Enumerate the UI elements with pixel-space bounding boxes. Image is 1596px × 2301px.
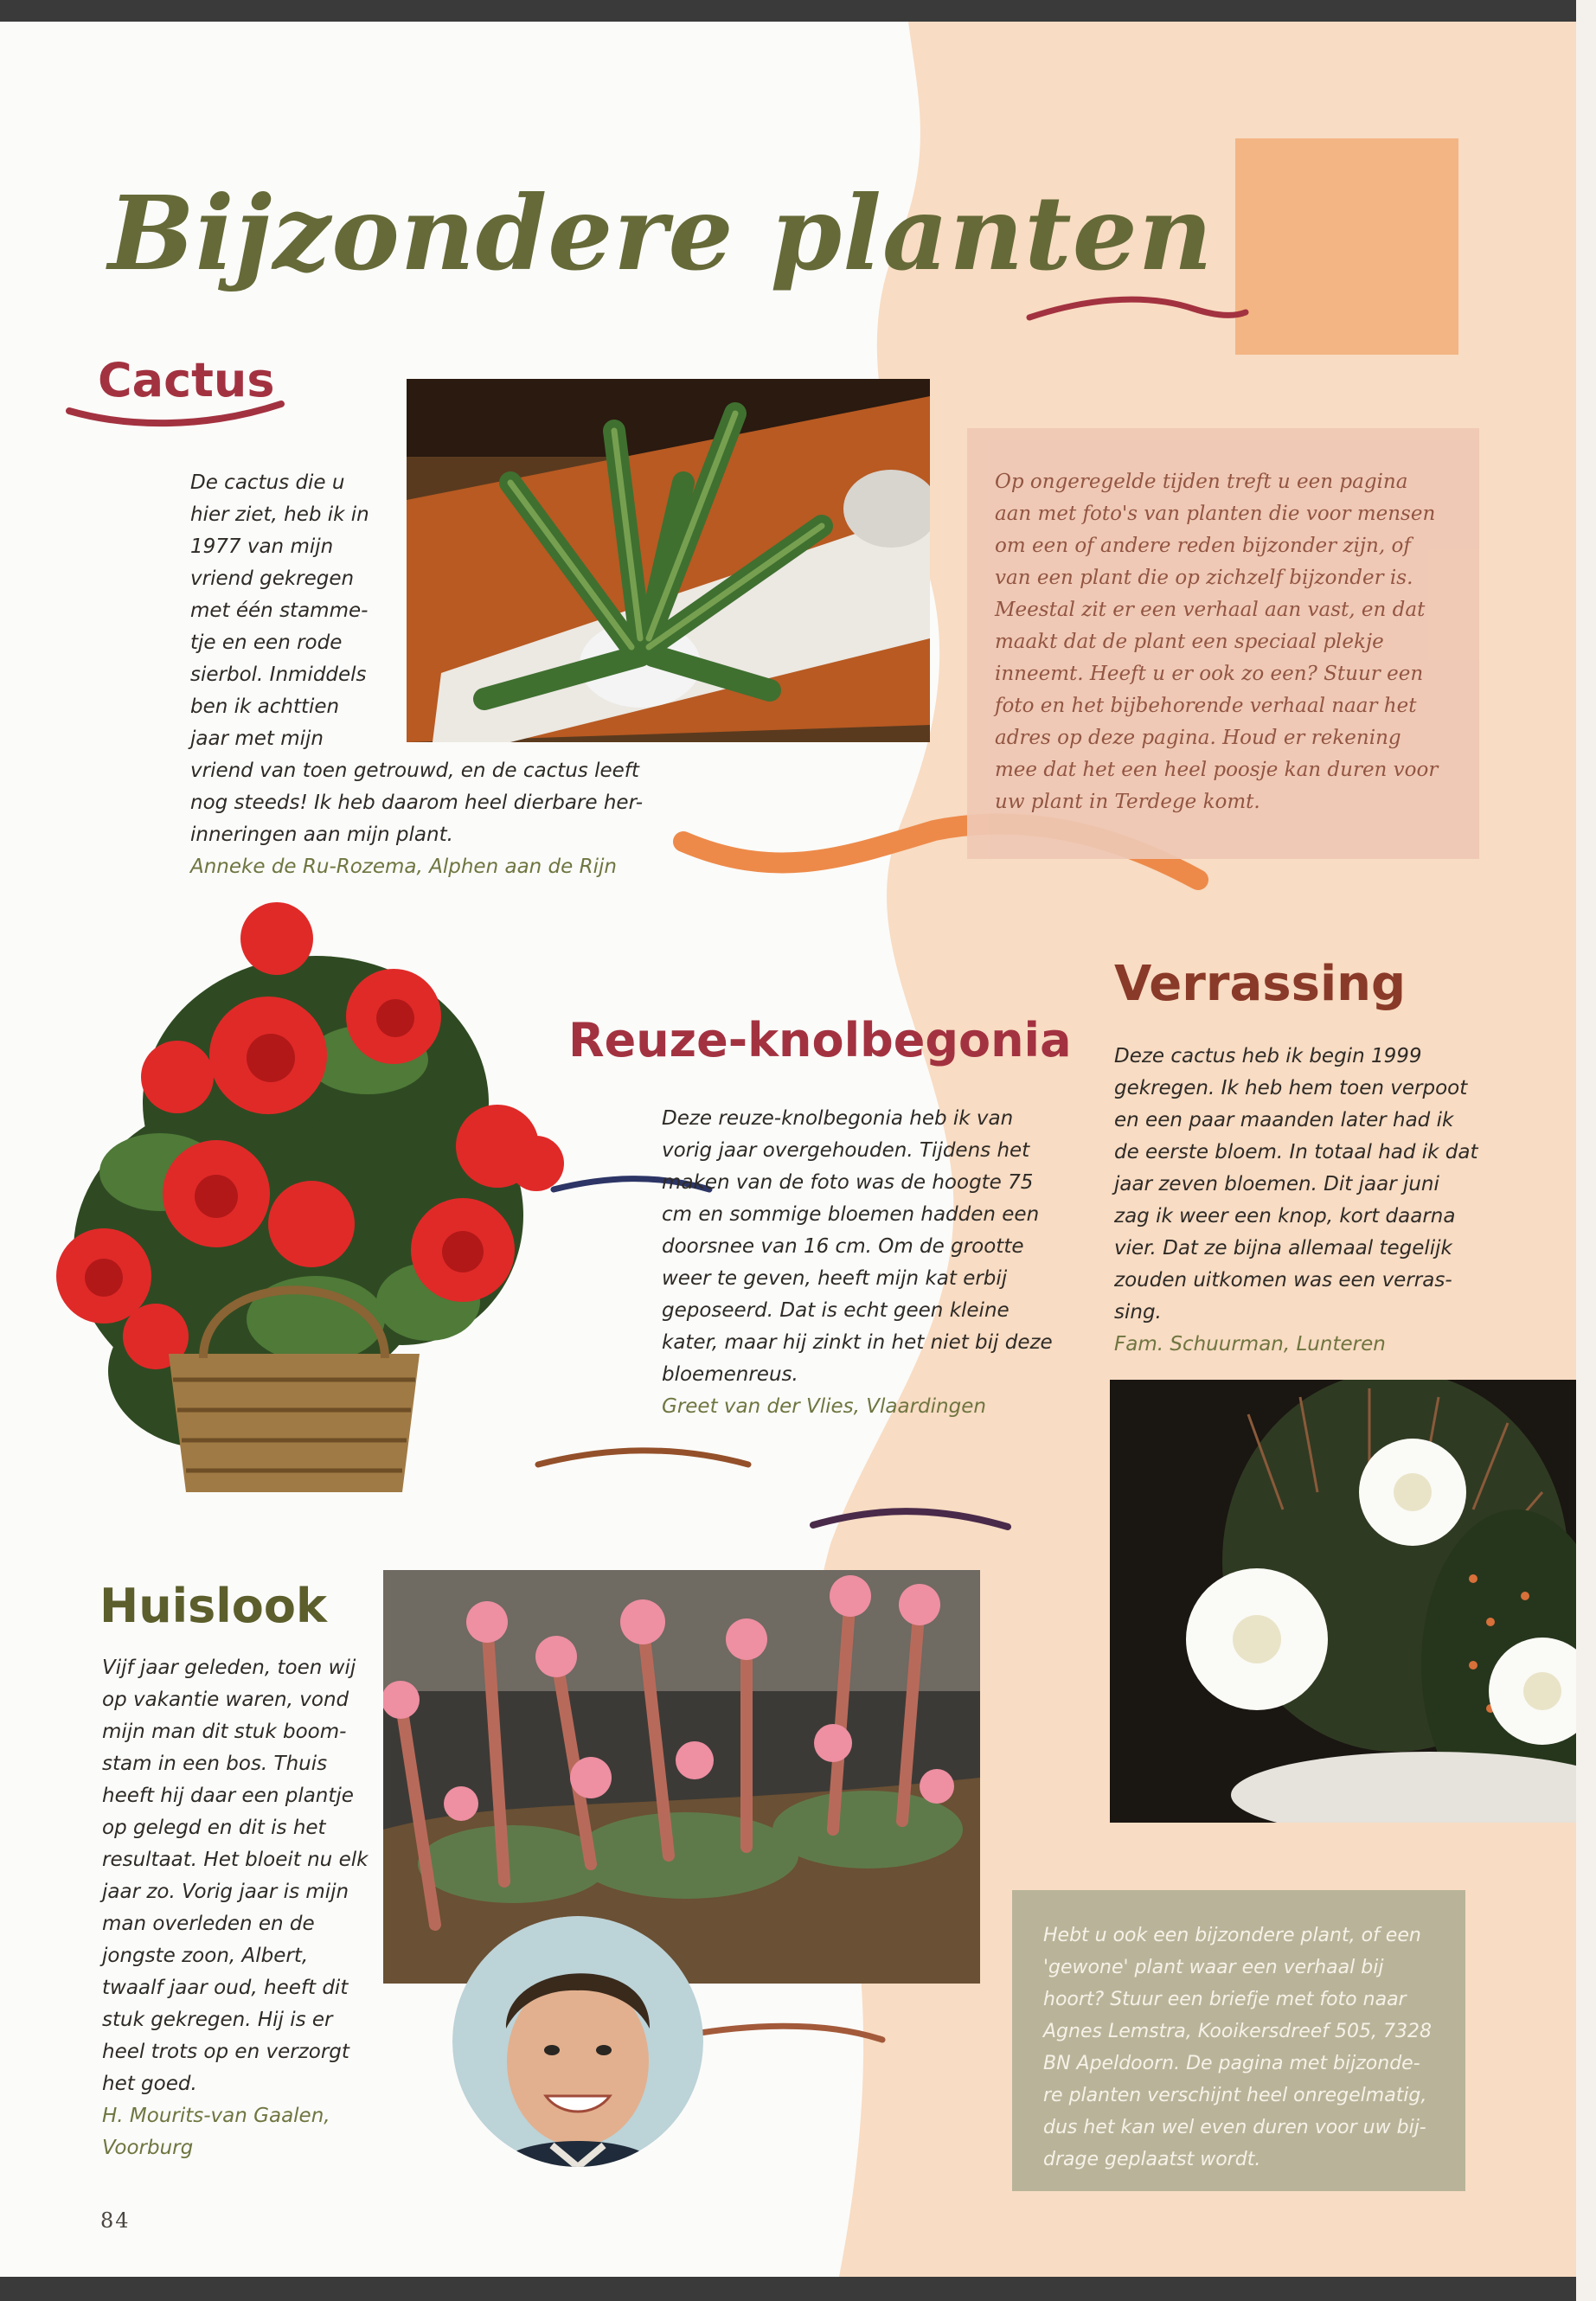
intro-box — [967, 428, 1479, 859]
text-line: 'gewone' plant waar een verhaal bij — [1043, 1957, 1384, 1978]
text-line: nog steeds! Ik heb daarom heel dierbare her- — [190, 792, 644, 814]
text-line: bloemenreus. — [662, 1363, 798, 1386]
text-line: maken van de foto was de hoogte 75 — [662, 1171, 1034, 1194]
text-line: het goed. — [102, 2073, 197, 2095]
text-line: stam in een bos. Thuis — [102, 1753, 328, 1775]
text-line: twaalf jaar oud, heeft dit — [102, 1977, 349, 1999]
text-line: heel trots op en verzorgt — [102, 2041, 349, 2063]
author-huislook — [102, 2100, 379, 2164]
text-line: zouden uitkomen was een verras- — [1114, 1269, 1452, 1292]
text-line: 1977 van mijn — [190, 535, 334, 558]
text-line: De cactus die u — [190, 471, 345, 494]
text-line: jaar zo. Vorig jaar is mijn — [102, 1881, 349, 1903]
contact-text — [1043, 1920, 1443, 2176]
text-line: drage geplaatst wordt. — [1043, 2149, 1261, 2170]
text-line: aan met foto's van planten die voor mensen — [995, 503, 1436, 525]
heading-cactus: Cactus — [98, 353, 275, 407]
text-line: weer te geven, heeft mijn kat erbij — [662, 1267, 1008, 1290]
text-line: gekregen. Ik heb hem toen verpoot — [1114, 1077, 1468, 1099]
text-line: vriend gekregen — [190, 567, 355, 590]
text-line: BN Apeldoorn. De pagina met bijzonde- — [1043, 2053, 1420, 2074]
text-line: vorig jaar overgehouden. Tijdens het — [662, 1139, 1030, 1162]
text-line: op gelegd en dit is het — [102, 1817, 326, 1839]
text-line: vier. Dat ze bijna allemaal tegelijk — [1114, 1237, 1452, 1259]
text-line: zag ik weer een knop, kort daarna — [1114, 1205, 1456, 1227]
text-line: vriend van toen getrouwd, en de cactus leeft — [190, 760, 639, 782]
text-line: Hebt u ook een bijzondere plant, of een — [1043, 1925, 1421, 1946]
text-line: dus het kan wel even duren voor uw bij- — [1043, 2117, 1426, 2138]
author-cactus: Anneke de Ru-Rozema, Alphen aan de Rijn — [190, 856, 617, 878]
text-line: Vijf jaar geleden, toen wij — [102, 1657, 356, 1679]
verrassing-body — [1114, 1041, 1521, 1361]
text-line: van een plant die op zichzelf bijzonder is. — [995, 567, 1413, 589]
text-line: re planten verschijnt heel onregelmatig, — [1043, 2085, 1427, 2106]
page-edge — [1576, 0, 1596, 2301]
author-line: Voorburg — [102, 2137, 194, 2159]
text-line: met één stamme- — [190, 599, 369, 622]
text-line: de eerste bloem. In totaal had ik dat — [1114, 1141, 1478, 1163]
text-line: maakt dat de plant een speciaal plekje — [995, 631, 1384, 653]
text-line: om een of andere reden bijzonder zijn, of — [995, 535, 1411, 557]
cactus-body — [190, 467, 649, 883]
text-line: doorsnee van 16 cm. Om de grootte — [662, 1235, 1024, 1258]
text-line: ben ik achttien — [190, 695, 340, 718]
huislook-body — [102, 1652, 379, 2164]
swoosh-portrait — [675, 2026, 882, 2040]
boy-portrait-photo — [452, 1916, 703, 2167]
heading-begonia: Reuze-knolbegonia — [568, 1013, 1072, 1067]
intro-text — [995, 466, 1453, 818]
text-line: geposeerd. Dat is echt geen kleine — [662, 1299, 1010, 1322]
text-line: mijn man dit stuk boom- — [102, 1721, 347, 1743]
huislook-photo — [383, 1570, 980, 1984]
text-line: foto en het bijbehorende verhaal naar het — [995, 695, 1417, 717]
text-line: op vakantie waren, vond — [102, 1689, 349, 1711]
peach-accent-block — [1235, 138, 1458, 355]
text-line: en een paar maanden later had ik — [1114, 1109, 1454, 1131]
flowering-cactus-photo — [1110, 1380, 1576, 1823]
contact-box — [1012, 1890, 1465, 2191]
text-line: hoort? Stuur een briefje met foto naar — [1043, 1989, 1407, 2010]
text-line: sierbol. Inmiddels — [190, 663, 367, 686]
text-line: Op ongeregelde tijden treft u een pagina — [995, 471, 1408, 493]
heading-huislook: Huislook — [99, 1579, 327, 1633]
text-line: Deze reuze-knolbegonia heb ik van — [662, 1107, 1014, 1130]
magazine-page — [0, 22, 1576, 2277]
text-line: inneemt. Heeft u er ook zo een? Stuur een — [995, 663, 1424, 685]
text-line: man overleden en de — [102, 1913, 315, 1935]
author-verrassing: Fam. Schuurman, Lunteren — [1114, 1333, 1386, 1356]
author-begonia: Greet van der Vlies, Vlaardingen — [662, 1395, 986, 1418]
text-line: jaar zeven bloemen. Dit jaar juni — [1114, 1173, 1439, 1195]
text-line: adres op deze pagina. Houd er rekening — [995, 727, 1401, 749]
text-line: inneringen aan mijn plant. — [190, 824, 453, 846]
text-line: sing. — [1114, 1301, 1162, 1324]
author-line: H. Mourits-van Gaalen, — [102, 2105, 330, 2127]
text-line: jaar met mijn — [190, 727, 324, 750]
text-line: cm en sommige bloemen hadden een — [662, 1203, 1040, 1226]
text-line: mee dat het een heel poosje kan duren voor — [995, 759, 1439, 781]
text-line: stuk gekregen. Hij is er — [102, 2009, 333, 2031]
page-number: 84 — [100, 2208, 131, 2233]
text-line: Deze cactus heb ik begin 1999 — [1114, 1045, 1422, 1067]
begonia-body — [662, 1103, 1077, 1423]
text-line: resultaat. Het bloeit nu elk — [102, 1849, 369, 1871]
text-line: kater, maar hij zinkt in het niet bij deze — [662, 1331, 1053, 1354]
begonia-photo — [56, 887, 584, 1518]
page-title: Bijzondere planten — [108, 173, 1214, 293]
text-line: heeft hij daar een plantje — [102, 1785, 354, 1807]
text-line: Agnes Lemstra, Kooikersdreef 505, 7328 — [1043, 2021, 1433, 2042]
text-line: hier ziet, heb ik in — [190, 503, 369, 526]
text-line: Meestal zit er een verhaal aan vast, en dat — [995, 599, 1426, 621]
text-line: uw plant in Terdege komt. — [995, 791, 1260, 813]
text-line: tje en een rode — [190, 631, 343, 654]
text-line: jongste zoon, Albert, — [102, 1945, 309, 1967]
heading-verrassing: Verrassing — [1114, 956, 1407, 1012]
